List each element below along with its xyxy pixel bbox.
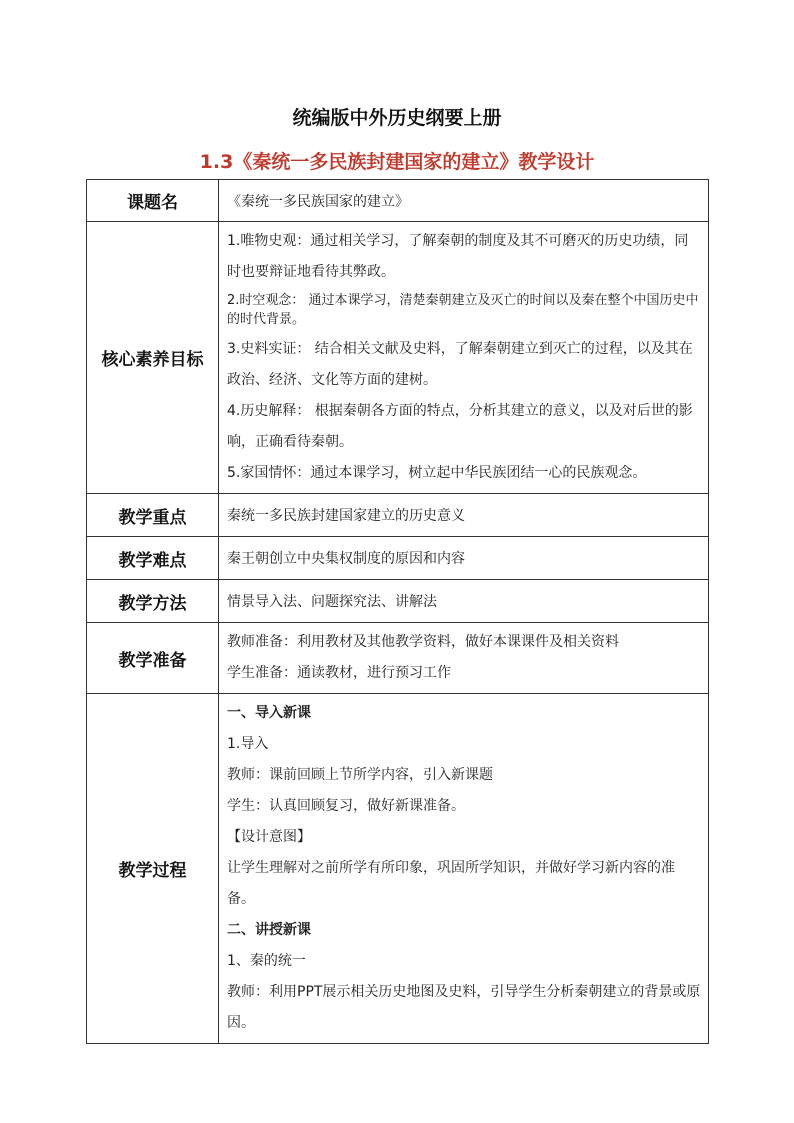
row-methods [87, 580, 709, 623]
process-heading-intro: 一、导入新课 [227, 705, 311, 721]
row-difficulties [87, 537, 709, 580]
label-methods: 教学方法 [87, 580, 219, 623]
goal-item-5: 5.家国情怀：通过本课学习，树立起中华民族团结一心的民族观念。 [227, 465, 647, 481]
row-key-points [87, 494, 709, 537]
process-heading-new: 二、讲授新课 [227, 922, 311, 938]
process-design-text: 让学生理解对之前所学有所印象，巩固所学知识，并做好学习新内容的准备。 [227, 860, 675, 907]
value-goals [219, 222, 709, 494]
goal-item-2: 2.时空观念： 通过本课学习，清楚秦朝建立及灭亡的时间以及秦在整个中国历史中的时代背景。 [227, 293, 699, 327]
process-step-unify: 1、秦的统一 [227, 953, 306, 969]
goal-item-3: 3.史料实证： 结合相关文献及史料，了解秦朝建立到灭亡的过程，以及其在政治、经济、文化等方面的建树。 [227, 341, 693, 388]
label-topic: 课题名 [87, 180, 219, 222]
value-difficulties: 秦王朝创立中央集权制度的原因和内容 [219, 537, 709, 580]
row-process [87, 694, 709, 1044]
row-topic [87, 180, 709, 222]
label-goals: 核心素养目标 [87, 222, 219, 494]
label-process: 教学过程 [87, 694, 219, 1044]
document-subtitle: 1.3《秦统一多民族封建国家的建立》教学设计 [199, 151, 595, 173]
goal-item-4: 4.历史解释： 根据秦朝各方面的特点，分析其建立的意义，以及对后世的影响，正确看待秦朝。 [227, 403, 693, 450]
value-preparation [219, 623, 709, 694]
prep-student: 学生准备：通读教材，进行预习工作 [227, 665, 451, 681]
document-title: 统编版中外历史纲要上册 [292, 107, 502, 129]
value-key-points: 秦统一多民族封建国家建立的历史意义 [219, 494, 709, 537]
process-student-intro: 学生：认真回顾复习，做好新课准备。 [227, 798, 465, 814]
prep-teacher: 教师准备：利用教材及其他教学资料，做好本课课件及相关资料 [227, 634, 619, 650]
process-design-label: 【设计意图】 [227, 829, 311, 845]
goal-item-1: 1.唯物史观：通过相关学习，了解秦朝的制度及其不可磨灭的历史功绩，同时也要辩证地看待其弊政。 [227, 233, 689, 280]
lesson-plan-table [86, 179, 709, 1044]
process-teacher-unify: 教师：利用PPT展示相关历史地图及史料，引导学生分析秦朝建立的背景或原因。 [227, 984, 701, 1031]
process-step-intro: 1.导入 [227, 736, 269, 752]
label-preparation: 教学准备 [87, 623, 219, 694]
label-difficulties: 教学难点 [87, 537, 219, 580]
label-key-points: 教学重点 [87, 494, 219, 537]
value-process [219, 694, 709, 1044]
value-topic: 《秦统一多民族国家的建立》 [219, 180, 709, 222]
row-goals [87, 222, 709, 494]
value-methods: 情景导入法、问题探究法、讲解法 [219, 580, 709, 623]
row-preparation [87, 623, 709, 694]
process-teacher-intro: 教师：课前回顾上节所学内容，引入新课题 [227, 767, 493, 783]
